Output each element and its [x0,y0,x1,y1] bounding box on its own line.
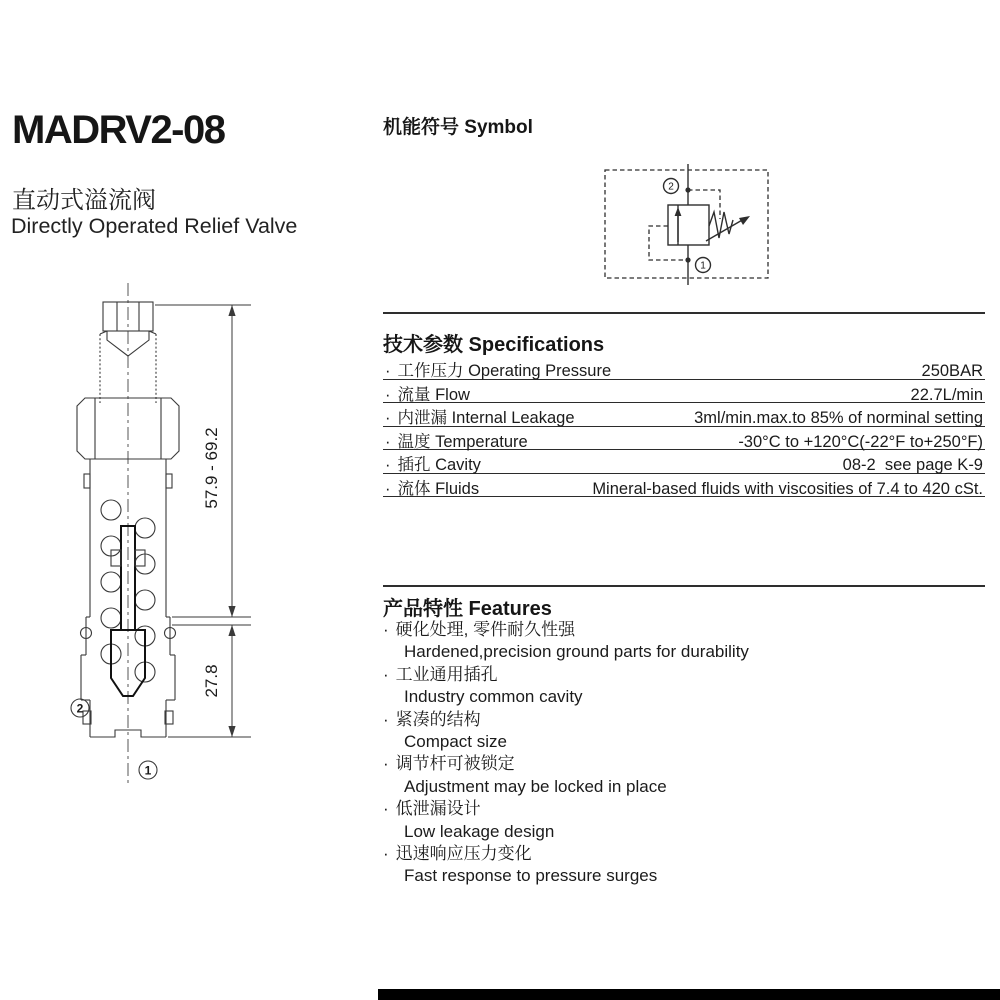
bullet: · [383,799,389,819]
feature-zh: 工业通用插孔 [395,664,498,684]
feature-zh-line [383,753,985,775]
symbol-adjust-arrow-head [739,216,750,225]
feature-en: Industry common cavity [404,687,583,707]
drawing-spring-coil [101,500,121,520]
feature-zh-line [383,843,985,865]
page-title: MADRV2-08 [12,108,225,152]
spec-label-text: 流体 Fluids [397,479,480,498]
bullet: · [385,479,391,498]
hydraulic-symbol-diagram [595,162,785,287]
feature-en: Fast response to pressure surges [404,866,658,886]
spec-row-fluids [383,474,985,498]
dim-label-overall: 57.9 - 69.2 [202,427,221,509]
specs-heading: 技术参数 Specifications [383,334,605,356]
specs-table [383,356,985,497]
feature-zh-line [383,664,985,686]
feature-zh-line [383,798,985,820]
drawing-spring-coil [135,590,155,610]
symbol-valve-body [668,205,709,245]
drawing-port1-label: 1 [144,763,152,778]
spec-row-flow [383,380,985,404]
spec-value: Mineral-based fluids with viscosities of 7.4 to 420 cSt. [592,479,983,498]
spec-label [385,381,470,405]
spec-value: 08-2 see page K-9 [842,456,983,474]
drawing-retainer-right [166,474,172,488]
symbol-port1-label: 1 [700,260,706,272]
feature-item-low-leakage [383,798,985,843]
symbol-heading: 机能符号 Symbol [383,117,533,138]
feature-zh: 迅速响应压力变化 [395,844,532,864]
symbol-flow-arrow-head [675,207,682,216]
bullet: · [383,844,389,864]
bullet: · [385,456,391,474]
spec-label-text: 工作压力 Operating Pressure [397,362,612,380]
drawing-spring-coil [101,572,121,592]
feature-item-durability [383,619,985,664]
symbol-pilot-dashed-line [649,226,685,260]
spec-label [385,451,481,475]
spec-value: 22.7L/min [910,385,983,404]
feature-zh: 低泄漏设计 [395,799,481,819]
spec-label [385,357,611,381]
feature-item-fast-response [383,843,985,888]
dim-arrow-down [228,726,235,737]
feature-zh: 硬化处理, 零件耐久性强 [395,620,576,639]
symbol-adjust-arrow-shaft [706,219,744,241]
feature-zh: 紧凑的结构 [395,709,481,729]
spec-label [385,475,479,499]
dim-arrow-up [228,625,235,636]
feature-item-cavity [383,664,985,709]
feature-item-compact [383,709,985,754]
symbol-port2-label: 2 [668,181,674,193]
features-divider [383,585,985,587]
bullet: · [385,409,391,427]
feature-zh-line [383,619,985,641]
subtitle-en: Directly Operated Relief Valve [11,214,298,238]
feature-en: Compact size [404,732,507,752]
bullet: · [383,664,389,684]
drawing-guide-left [111,550,121,566]
dim-arrow-down [228,606,235,617]
dim-arrow-up [228,305,235,316]
feature-en: Adjustment may be locked in place [404,776,667,796]
features-heading: 产品特性 Features [383,598,552,620]
drawing-port2-label: 2 [76,701,84,716]
spec-label [385,404,575,428]
bullet: · [385,432,391,451]
spec-row-operating-pressure [383,356,985,380]
bullet: · [383,709,389,729]
symbol-junction-dot-bottom [685,257,690,262]
feature-item-lockable [383,753,985,798]
spec-label [385,428,528,452]
spec-label-text: 内泄漏 Internal Leakage [397,409,575,427]
footer-bar [378,989,1000,1000]
drawing-spring-coil [101,608,121,628]
spec-value: 3ml/min.max.to 85% of norminal setting [694,409,983,427]
feature-zh: 调节杆可被锁定 [395,754,515,774]
bullet: · [385,385,391,404]
feature-en: Low leakage design [404,821,555,841]
spec-label-text: 流量 Flow [397,385,470,404]
dim-label-lower: 27.8 [202,664,221,698]
drawing-retainer-left [84,474,90,488]
feature-en: Hardened,precision ground parts for durability [404,642,749,662]
spec-row-temperature [383,427,985,451]
valve-section-drawing [45,278,315,790]
bullet: · [383,620,389,639]
bullet: · [385,362,391,380]
bullet: · [383,754,389,774]
spec-label-text: 温度 Temperature [397,432,528,451]
subtitle-zh: 直动式溢流阀 [12,187,156,214]
spec-row-internal-leakage [383,403,985,427]
spec-label-text: 插孔 Cavity [397,456,481,474]
spec-value: 250BAR [921,362,983,380]
specs-divider [383,312,985,314]
drawing-spring-coil [135,518,155,538]
feature-zh-line [383,709,985,731]
spec-value: -30°C to +120°C(-22°F to+250°F) [738,432,983,451]
features-list [383,619,985,888]
symbol-spring [709,212,733,238]
spec-row-cavity [383,450,985,474]
